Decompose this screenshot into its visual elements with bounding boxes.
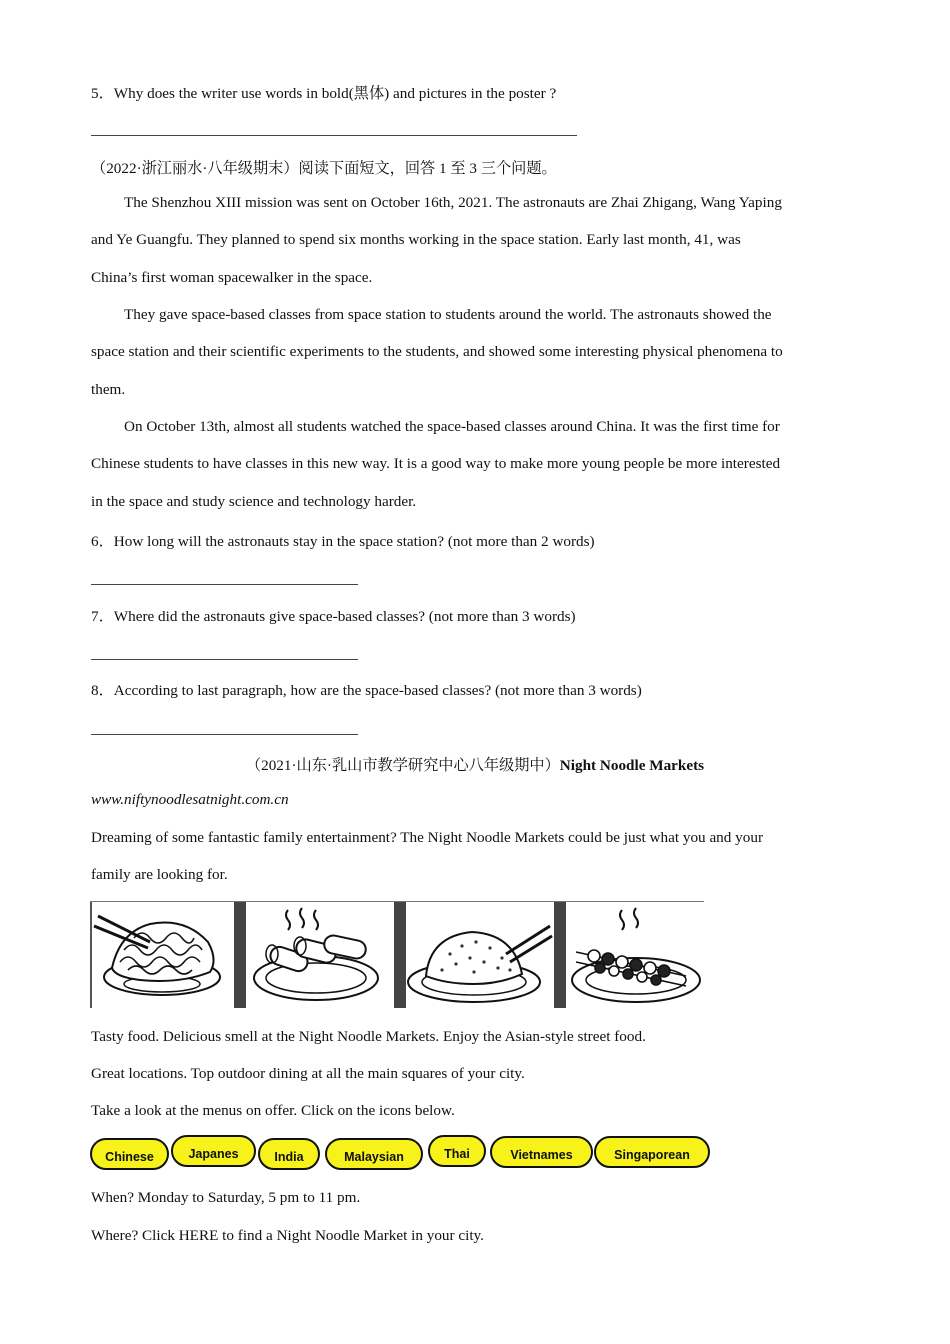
answer-line-8[interactable]	[91, 734, 358, 735]
answer-line-7[interactable]	[91, 659, 358, 660]
passage1-line: They gave space-based classes from space station to students around the world. The astronauts showed the	[124, 306, 772, 323]
tasty-food-text: Tasty food. Delicious smell at the Night Noodle Markets. Enjoy the Asian-style street food.	[91, 1028, 646, 1045]
food-picture-strip	[90, 901, 704, 1008]
answer-line-6[interactable]	[91, 584, 358, 585]
noodles-icon	[94, 916, 220, 995]
menu-button-malaysian[interactable]: Malaysian	[325, 1138, 423, 1170]
menu-button-vietnamese[interactable]: Vietnames	[490, 1136, 593, 1168]
question-8: 8．According to last paragraph, how are the space-based classes? (not more than 3 words)	[91, 682, 642, 699]
passage2-heading	[0, 754, 950, 775]
question-6: 6．How long will the astronauts stay in the space station? (not more than 2 words)	[91, 533, 595, 550]
where-text: Where? Click HERE to find a Night Noodle Market in your city.	[91, 1227, 484, 1244]
locations-text: Great locations. Top outdoor dining at all the main squares of your city.	[91, 1065, 525, 1082]
intro-text: Dreaming of some fantastic family entertainment? The Night Noodle Markets could be just what you and your	[91, 829, 764, 846]
menu-button-india[interactable]: India	[258, 1138, 320, 1170]
passage1-line: China’s first woman spacewalker in the space.	[91, 269, 373, 286]
spring-rolls-icon	[254, 908, 378, 1000]
intro-text: family are looking for.	[91, 866, 228, 883]
menu-button-japanese[interactable]: Japanes	[171, 1135, 256, 1167]
question-7: 7．Where did the astronauts give space-based classes? (not more than 3 words)	[91, 608, 576, 625]
passage2-source: （2021·山东·乳山市教学研究中心八年级期中）	[245, 757, 560, 774]
answer-line-5[interactable]	[91, 135, 577, 136]
passage1-line: and Ye Guangfu. They planned to spend six months working in the space station. Early last month, 41, was	[91, 231, 741, 248]
menu-button-singaporean[interactable]: Singaporean	[594, 1136, 710, 1168]
skewers-icon	[572, 908, 700, 1002]
passage1-line: Chinese students to have classes in this new way. It is a good way to make more young people be more interested	[91, 455, 781, 472]
passage1-line: in the space and study science and technology harder.	[91, 493, 417, 510]
passage1-line: them.	[91, 381, 126, 398]
question-5: 5．Why does the writer use words in bold(黑体) and pictures in the poster ?	[91, 85, 557, 102]
passage2-title: Night Noodle Markets	[559, 757, 705, 774]
when-text: When? Monday to Saturday, 5 pm to 11 pm.	[91, 1189, 361, 1206]
passage1-source: （2022·浙江丽水·八年级期末）阅读下面短文，回答 1 至 3 三个问题。	[91, 160, 557, 177]
menus-text: Take a look at the menus on offer. Click on the icons below.	[91, 1102, 455, 1119]
passage1-line: On October 13th, almost all students watched the space-based classes around China. It was the first time for	[124, 418, 780, 435]
website-url: www.niftynoodlesatnight.com.cn	[91, 791, 289, 808]
menu-button-thai[interactable]: Thai	[428, 1135, 486, 1167]
rice-icon	[408, 926, 552, 1002]
passage1-line: The Shenzhou XIII mission was sent on October 16th, 2021. The astronauts are Zhai Zhigang, Wang Yaping	[124, 194, 782, 211]
menu-button-chinese[interactable]: Chinese	[90, 1138, 169, 1170]
passage1-line: space station and their scientific experiments to the students, and showed some interesting physical phenomena to	[91, 343, 783, 360]
